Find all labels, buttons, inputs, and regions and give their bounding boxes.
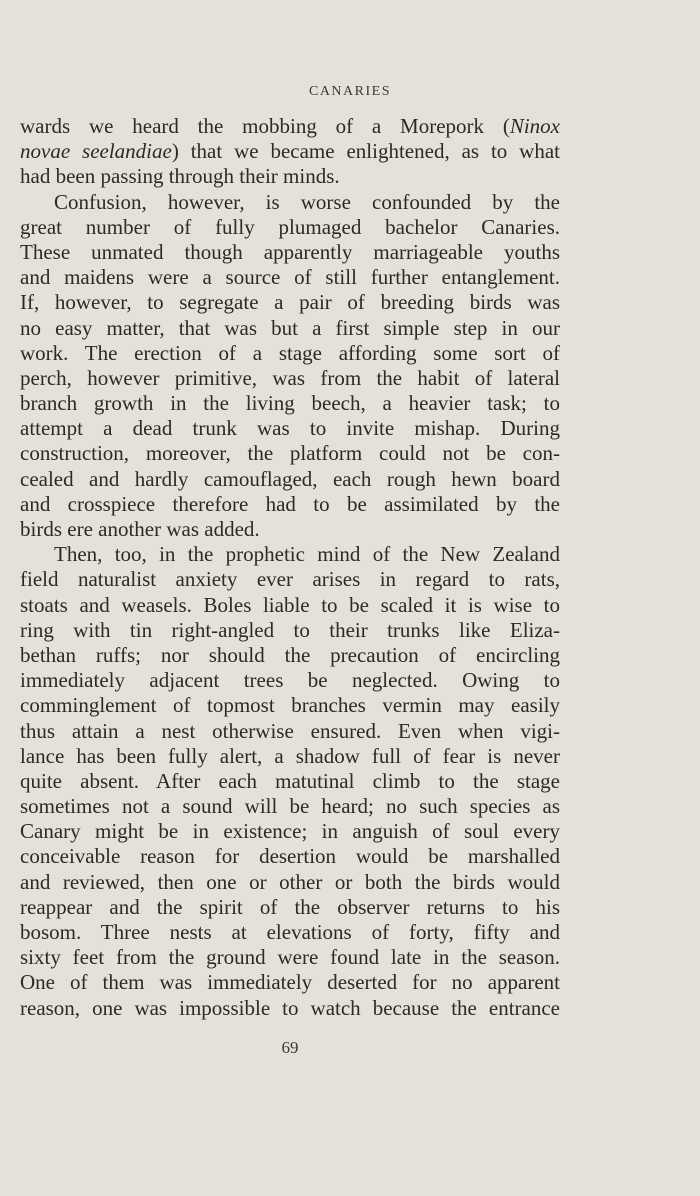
- text-line: reason, one was impossible to watch because the entrance: [20, 995, 560, 1020]
- text-line: stoats and weasels. Boles liable to be scaled it is wise to: [20, 592, 560, 617]
- text-line: had been passing through their minds.: [20, 164, 340, 189]
- paragraph-first-line: Confusion, however, is worse confounded by the: [54, 189, 560, 214]
- paragraph-first-line: Then, too, in the prophetic mind of the New Zealand: [54, 542, 560, 567]
- text-line: sixty feet from the ground were found late in the season.: [20, 945, 560, 970]
- text-line: immediately adjacent trees be neglected. Owing to: [20, 668, 560, 693]
- text-line: and maidens were a source of still further entanglement.: [20, 265, 560, 290]
- text-line: [20, 114, 560, 139]
- text-line: work. The erection of a stage affording some sort of: [20, 340, 560, 365]
- text-fragment: ) that we became enlightened, as to what: [171, 139, 561, 164]
- text-line: perch, however primitive, was from the habit of lateral: [20, 365, 560, 390]
- text-line: If, however, to segregate a pair of breeding birds was: [20, 290, 560, 315]
- text-line: One of them was immediately deserted for no apparent: [20, 970, 560, 995]
- text-line: field naturalist anxiety ever arises in regard to rats,: [20, 567, 560, 592]
- text-line: great number of fully plumaged bachelor Canaries.: [20, 214, 560, 239]
- page-number: 69: [281, 1038, 299, 1057]
- text-line: cealed and hardly camouflaged, each rough hewn board: [20, 466, 560, 491]
- text-line: conceivable reason for desertion would be marshalled: [20, 844, 560, 869]
- text-line: and crosspiece therefore had to be assimilated by the: [20, 491, 560, 516]
- text-line: thus attain a nest otherwise ensured. Even when vigi-: [20, 718, 560, 743]
- text-line: ring with tin right-angled to their trunks like Eliza-: [20, 617, 560, 642]
- text-line: bosom. Three nests at elevations of forty, fifty and: [20, 920, 560, 944]
- text-fragment: wards we heard the mobbing of a Morepork (: [20, 114, 510, 138]
- text-line: birds ere another was added.: [20, 517, 260, 541]
- text-line: These unmated though apparently marriageable youths: [20, 239, 560, 264]
- italic-species-name: novae seelandiae: [20, 139, 172, 164]
- text-line: branch growth in the living beech, a heavier task; to: [20, 391, 560, 416]
- text-line: reappear and the spirit of the observer returns to his: [20, 894, 560, 919]
- text-line: Canary might be in existence; in anguish of soul every: [20, 819, 560, 844]
- running-title: CANARIES: [308, 84, 391, 99]
- text-line: no easy matter, that was but a first simple step in our: [20, 315, 560, 340]
- text-line: lance has been fully alert, a shadow full of fear is never: [20, 743, 560, 768]
- text-line: construction, moreover, the platform could not be con-: [20, 441, 560, 466]
- text-line: [20, 139, 560, 164]
- text-line: bethan ruffs; nor should the precaution of encircling: [20, 642, 560, 667]
- italic-species-name: Ninox: [509, 114, 560, 138]
- text-line: comminglement of topmost branches vermin may easily: [20, 693, 560, 718]
- text-line: sometimes not a sound will be heard; no such species as: [20, 794, 560, 819]
- text-line: attempt a dead trunk was to invite mishap. During: [20, 416, 560, 441]
- text-line: quite absent. After each matutinal climb to the stage: [20, 768, 560, 793]
- body-text: [20, 114, 560, 1021]
- text-line: and reviewed, then one or other or both the birds would: [20, 869, 560, 894]
